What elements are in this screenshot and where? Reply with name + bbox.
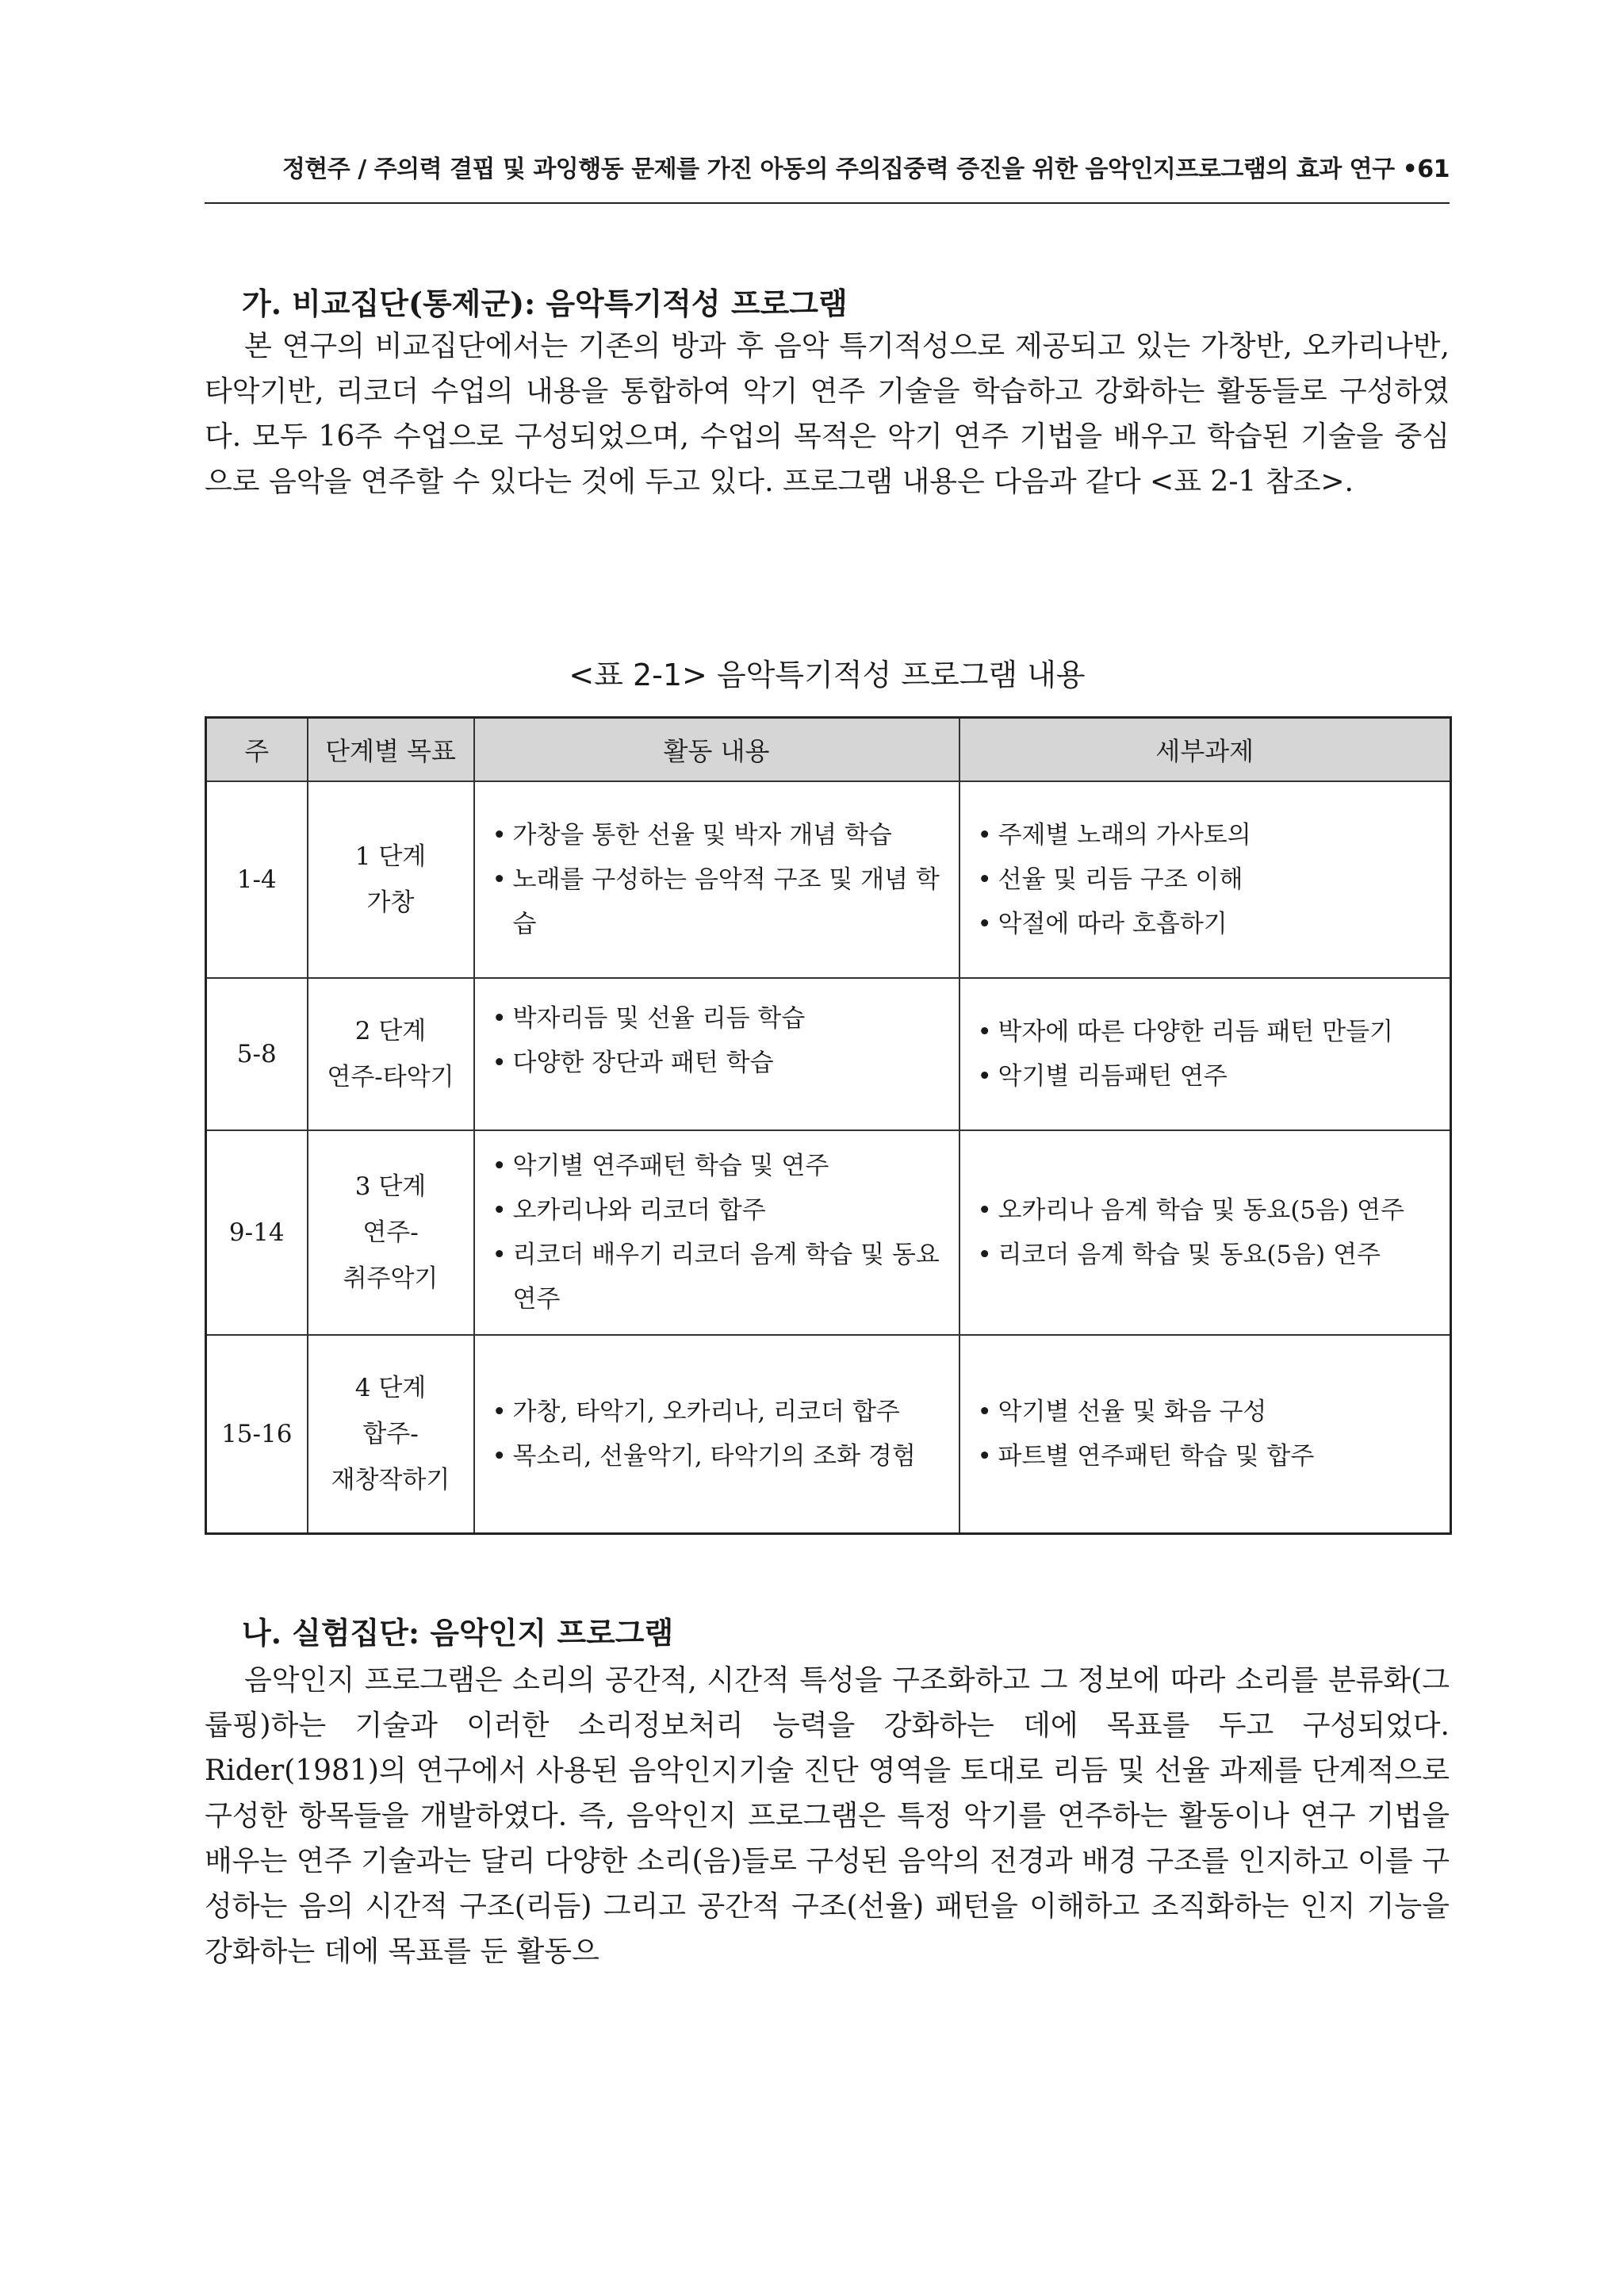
stage-cell — [308, 781, 474, 978]
activity-item: • 다양한 장단과 패턴 학습 — [489, 1041, 944, 1085]
week-cell: 1-4 — [206, 781, 308, 978]
activity-item: • 악기별 연주패턴 학습 및 연주 — [489, 1144, 944, 1188]
section-paragraph-comparison-group: 본 연구의 비교집단에서는 기존의 방과 후 음악 특기적성으로 제공되고 있는 가창반, 오카리나반, 타악기반, 리코더 수업의 내용을 통합하여 악기 연주 기술을 학습하고 강화하는 활동들로 구성하였다. 모두 16주 수업으로 구성되었으며, 수업의 목적은 악기 연주 기법을 배우고 학습된 기술을 중심으로 음악을 연주할 수 있다는 것에 두고 있다. 프로그램 내용은 다음과 같다 <표 2-1 참조>. — [205, 330, 1450, 498]
header-tasks: 세부과제 — [959, 718, 1451, 782]
task-item: • 악기별 선율 및 화음 구성 — [975, 1390, 1436, 1434]
week-cell: 9-14 — [206, 1130, 308, 1335]
table-row — [206, 781, 1451, 978]
header-activities: 활동 내용 — [474, 718, 959, 782]
section-heading-comparison-group: 가. 비교집단(통제군): 음악특기적성 프로그램 — [242, 286, 848, 321]
activity-item: • 오카리나와 리코더 합주 — [489, 1188, 944, 1233]
task-item: • 악기별 리듬패턴 연주 — [975, 1054, 1436, 1099]
table-row — [206, 1335, 1451, 1533]
activities-cell — [474, 978, 959, 1130]
week-cell: 5-8 — [206, 978, 308, 1130]
header-rule — [205, 202, 1450, 204]
stage-cell — [308, 978, 474, 1130]
task-item: • 악절에 따라 호흡하기 — [975, 902, 1436, 946]
stage-cell — [308, 1130, 474, 1335]
activity-item: • 리코더 배우기 리코더 음계 학습 및 동요 연주 — [489, 1233, 944, 1321]
stage-line: 1 단계 — [354, 842, 427, 871]
task-item: • 리코더 음계 학습 및 동요(5음) 연주 — [975, 1233, 1436, 1277]
stage-line: 3 단계 — [354, 1172, 427, 1201]
stage-line: 4 단계 — [354, 1373, 427, 1402]
task-item: • 오카리나 음계 학습 및 동요(5음) 연주 — [975, 1188, 1436, 1233]
section-heading-experimental-group: 나. 실험집단: 음악인지 프로그램 — [242, 1615, 674, 1651]
stage-line: 합주- — [362, 1419, 419, 1448]
activities-cell — [474, 1130, 959, 1335]
activities-cell — [474, 781, 959, 978]
activities-cell — [474, 1335, 959, 1533]
tasks-cell — [959, 781, 1451, 978]
activity-item: • 가창을 통한 선율 및 박자 개념 학습 — [489, 813, 944, 857]
table-row — [206, 978, 1451, 1130]
task-item: • 주제별 노래의 가사토의 — [975, 813, 1436, 857]
table-row — [206, 1130, 1451, 1335]
stage-line: 2 단계 — [354, 1017, 427, 1045]
task-item: • 선율 및 리듬 구조 이해 — [975, 857, 1436, 902]
stage-line: 연주- — [362, 1218, 419, 1247]
activity-item: • 노래를 구성하는 음악적 구조 및 개념 학습 — [489, 857, 944, 946]
table-header-row — [206, 718, 1451, 782]
header-week: 주 — [206, 718, 308, 782]
program-table — [205, 716, 1452, 1535]
task-item: • 박자에 따른 다양한 리듬 패턴 만들기 — [975, 1010, 1436, 1054]
header-stage-goal: 단계별 목표 — [308, 718, 474, 782]
week-cell: 15-16 — [206, 1335, 308, 1533]
stage-cell — [308, 1335, 474, 1533]
task-item: • 파트별 연주패턴 학습 및 합주 — [975, 1434, 1436, 1479]
tasks-cell — [959, 978, 1451, 1130]
stage-line: 취주악기 — [343, 1264, 439, 1293]
tasks-cell — [959, 1130, 1451, 1335]
running-head: 정현주 / 주의력 결핍 및 과잉행동 문제를 가진 아동의 주의집중력 증진을 위한 음악인지프로그램의 효과 연구 •61 — [282, 155, 1450, 183]
section-paragraph-experimental-group: 음악인지 프로그램은 소리의 공간적, 시간적 특성을 구조화하고 그 정보에 따라 소리를 분류화(그룹핑)하는 기술과 이러한 소리정보처리 능력을 강화하는 데에 목표를 두고 구성되었다. Rider(1981)의 연구에서 사용된 음악인지기술 진단 영역을 토대로 리듬 및 선율 과제를 단계적으로 구성한 항목들을 개발하였다. 즉, 음악인지 프로그램은 특정 악기를 연주하는 활동이나 연구 기법을 배우는 연주 기술과는 달리 다양한 소리(음)들로 구성된 음악의 전경과 배경 구조를 인지하고 이를 구성하는 음의 시간적 구조(리듬) 그리고 공간적 구조(선율) 패턴을 이해하고 조직화하는 인지 기능을 강화하는 데에 목표를 둔 활동으 — [205, 1664, 1450, 1968]
activity-item: • 목소리, 선율악기, 타악기의 조화 경험 — [489, 1434, 944, 1479]
activity-item: • 박자리듬 및 선율 리듬 학습 — [489, 996, 944, 1041]
stage-line: 재창작하기 — [331, 1465, 450, 1494]
activity-item: • 가창, 타악기, 오카리나, 리코더 합주 — [489, 1390, 944, 1434]
stage-line: 연주-타악기 — [327, 1063, 454, 1091]
stage-line: 가창 — [366, 888, 415, 917]
tasks-cell — [959, 1335, 1451, 1533]
table-caption: <표 2-1> 음악특기적성 프로그램 내용 — [569, 658, 1086, 692]
